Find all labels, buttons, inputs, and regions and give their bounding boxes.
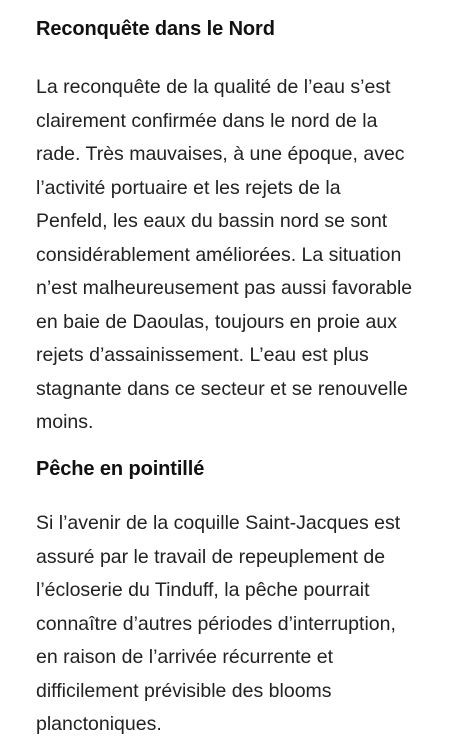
paragraph-line: rade. Très mauvaises, à une époque, avec <box>36 143 405 165</box>
paragraph-line: difficilement prévisible des blooms <box>36 679 332 702</box>
paragraph-line: clairement confirmée dans le nord de la <box>36 109 378 132</box>
paragraph-line: en baie de Daoulas, toujours en proie aux <box>36 310 397 333</box>
paragraph-line: n’est malheureusement pas aussi favorable <box>36 277 413 299</box>
paragraph-line: La reconquête de la qualité de l’eau s’est <box>36 76 391 98</box>
paragraph-line: l’activité portuaire et les rejets de la <box>36 176 341 199</box>
section-heading: Pêche en pointillé <box>36 458 205 480</box>
paragraph-line: Penfeld, les eaux du bassin nord se sont <box>36 210 388 232</box>
paragraph-line: planctoniques. <box>36 713 162 735</box>
section-paragraph <box>36 507 400 742</box>
paragraph-line: Si l’avenir de la coquille Saint-Jacques est <box>36 512 401 534</box>
paragraph-line: moins. <box>36 411 94 433</box>
paragraph-line: en raison de l’arrivée récurrente et <box>36 646 333 668</box>
paragraph-line: rejets d’assainissement. L’eau est plus <box>36 344 369 366</box>
paragraph-line: connaître d’autres périodes d’interruption, <box>36 612 396 635</box>
section-heading: Reconquête dans le Nord <box>36 18 275 40</box>
section-paragraph <box>36 71 412 440</box>
paragraph-line: considérablement améliorées. La situation <box>36 243 402 266</box>
paragraph-line: stagnante dans ce secteur et se renouvelle <box>36 377 408 400</box>
paragraph-line: assuré par le travail de repeuplement de <box>36 545 386 568</box>
paragraph-line: l’écloserie du Tinduff, la pêche pourrait <box>36 579 370 601</box>
